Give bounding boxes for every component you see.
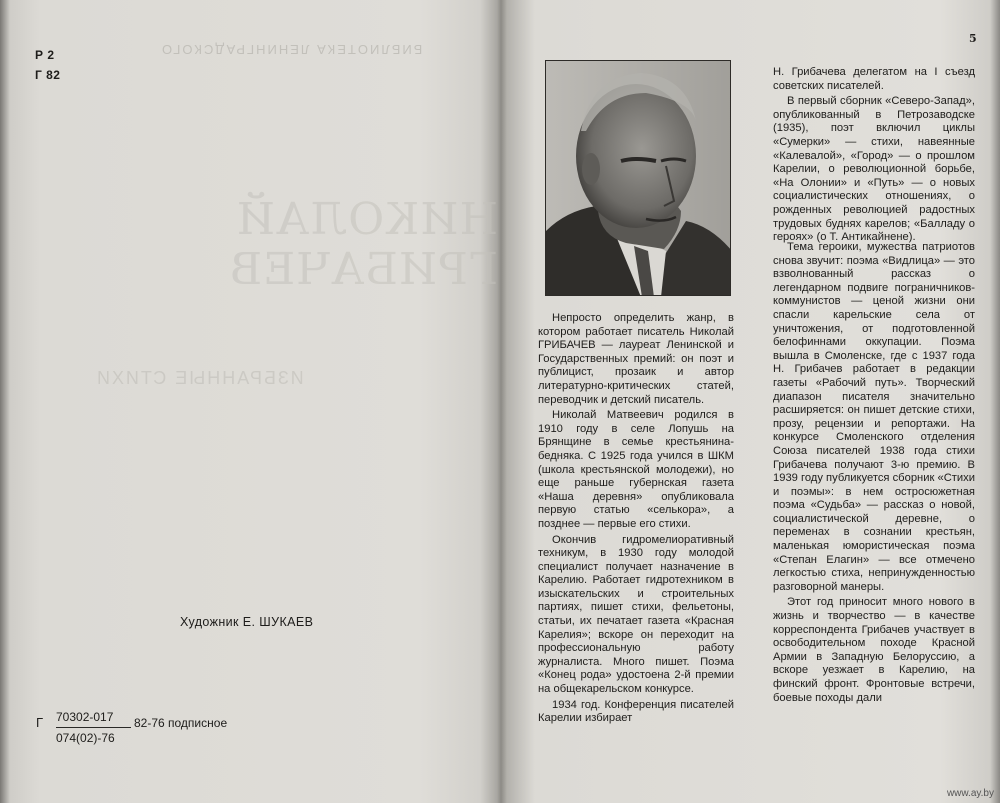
bleed-through-subtitle: ИЗБРАННЫЕ СТИХИ (95, 368, 304, 388)
imprint-letter: Г (36, 715, 44, 730)
page-number: 5 (969, 32, 977, 45)
text-column-top (773, 66, 975, 247)
imprint-numerator: 70302-017 (56, 707, 131, 728)
imprint-denominator: 074(02)-76 (56, 731, 115, 745)
imprint-fraction (56, 707, 131, 748)
classification-code-2: Г 82 (35, 68, 61, 82)
watermark: www.ay.by (946, 788, 994, 799)
right-page (503, 0, 1000, 803)
text-column-right (773, 241, 975, 707)
paragraph: Николай Матвеевич родился в 1910 году в селе Лопушь на Брянщине в семье крестьянина-бедняка. С 1925 года учился в ШКМ (школа крестьянской молодежи), но еще раньше губернская газета «Наша деревня» опубликовала первую статью «селькора», а позднее — первые его стихи. (538, 409, 734, 530)
paragraph: Непросто определить жанр, в котором работает писатель Николай ГРИБАЧЕВ — лауреат Ленинской и Государственных премий: он поэт и публицист, прозаик и автор литературно-критических статей, переводчик и детский писатель. (538, 312, 734, 406)
bleed-through-heading: БИБЛИОТЕКА ЛЕНИНГРАДСКОГО (160, 42, 423, 57)
paragraph: Этот год приносит много нового в жизнь и творчество — в качестве корреспондента Грибачев участвует в освободительном походе Красной Армии в Западную Белоруссию, а вскоре уезжает в Карелию, на финский фронт. Фронтовые встречи, боевые походы дали (773, 596, 975, 704)
paragraph: Окончив гидромелиоративный техникум, в 1930 году молодой специалист получает назначение в Карелию. Работает гидротехником в изыскательских и строительных партиях, пишет стихи, фельетоны, статьи, их печатает газета «Красная Карелия»; вскоре он переходит на профессиональную работу журналиста. Много пишет. Поэма «Конец рода» удостоена 2-й премии на общекарельском конкурсе. (538, 533, 734, 696)
text-column-left (538, 312, 734, 728)
classification-code-1: Р 2 (35, 48, 55, 62)
left-page (0, 0, 498, 803)
paragraph: Н. Грибачева делегатом на I съезд советских писателей. (773, 66, 975, 92)
paragraph: Тема героики, мужества патриотов снова звучит: поэма «Видлица» — это взволнованный рассказ о легендарном подвиге пограничников-коммунистов — ценой жизни они спасли карельские села от уничтожения, от подготовленной белофиннами оккупации. Поэма вышла в Смоленске, где с 1937 года Н. Грибачев работает в редакции газеты «Рабочий путь». Творческий диапазон писателя значительно расширяется: он пишет детские стихи, прозу, рецензии и репортажи. На конкурсе Смоленского отделения Союза писателей 1938 года стихи Грибачева получают 3-ю премию. В 1939 году публикуется сборник «Стихи и поэмы»: в нем остросюжетная поэма «Судьба» — рассказ о новой, социалистической деревне, о переменах в сознании крестьян, маленькая юмористическая поэма «Степан Елагин» — все отмечено легкостью стиха, непринужденностью разговорной манеры. (773, 241, 975, 593)
paragraph: В первый сборник «Северо-Запад», опубликованный в Петрозаводске (1935), поэт включил циклы «Сумерки» — стихи, навеянные «Калевалой», «Город» — о прошлом Карелии, о революционной борьбе, «На Олонии» и «Путь» — о новых социалистических отношениях, о рожденных революцией радостных трудовых буднях карелов; «Балладу о героях» (о Т. Антикайнене). (773, 95, 975, 244)
portrait-photo-icon (546, 61, 731, 296)
imprint-rest: 82-76 подписное (134, 716, 228, 730)
author-portrait (545, 60, 731, 296)
paragraph: 1934 год. Конференция писателей Карелии избирает (538, 698, 734, 725)
artist-credit: Художник Е. ШУКАЕВ (180, 615, 314, 629)
bleed-through-author-name: НИКОЛАЙ ГРИБАЧЕВ (228, 194, 498, 295)
